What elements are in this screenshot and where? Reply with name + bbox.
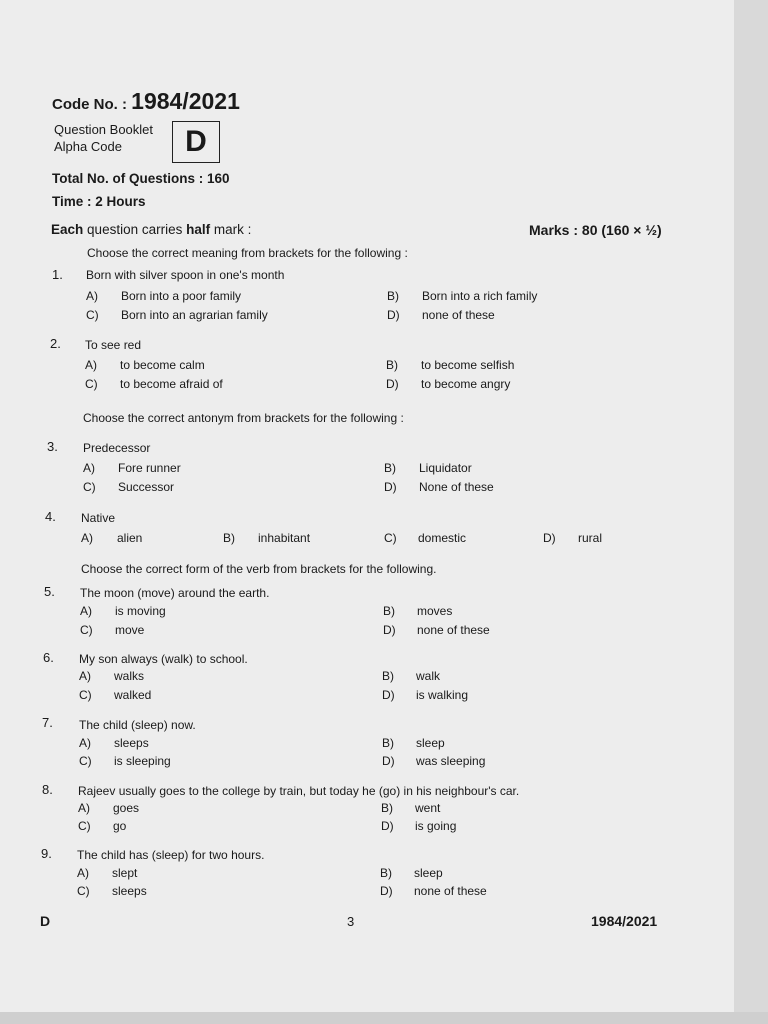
question-text: Rajeev usually goes to the college by train, but today he (go) in his neighbour's car. bbox=[78, 784, 520, 798]
option-label: D) bbox=[383, 623, 396, 637]
code-label: Code No. : bbox=[52, 96, 127, 113]
option-label: B) bbox=[381, 801, 393, 815]
option-label: B) bbox=[223, 531, 235, 545]
option-label: B) bbox=[383, 604, 395, 618]
question-text: Native bbox=[81, 511, 116, 525]
option-text: walked bbox=[114, 688, 152, 702]
question-number: 4. bbox=[45, 509, 56, 524]
booklet-line2: Alpha Code bbox=[54, 139, 122, 154]
option-text: sleeps bbox=[112, 884, 147, 898]
option-text: rural bbox=[578, 531, 603, 545]
option-label: B) bbox=[382, 736, 394, 750]
option-label: B) bbox=[380, 866, 392, 880]
option-label: A) bbox=[86, 289, 98, 303]
instruction-meaning: Choose the correct meaning from brackets for the following : bbox=[87, 246, 408, 260]
option-label: B) bbox=[382, 669, 394, 683]
option-text: None of these bbox=[419, 480, 494, 494]
option-text: was sleeping bbox=[416, 754, 486, 768]
option-label: C) bbox=[78, 819, 91, 833]
question-text: Born with silver spoon in one's month bbox=[86, 268, 285, 282]
option-label: D) bbox=[382, 688, 395, 702]
option-text: slept bbox=[112, 866, 138, 880]
option-text: go bbox=[113, 819, 127, 833]
each-mid: question carries bbox=[87, 222, 183, 237]
option-text: goes bbox=[113, 801, 140, 815]
option-label: D) bbox=[380, 884, 393, 898]
option-text: Successor bbox=[118, 480, 175, 494]
each-suffix: mark : bbox=[213, 222, 252, 237]
option-text: Fore runner bbox=[118, 461, 181, 475]
option-text: is walking bbox=[416, 688, 469, 702]
question-text: The child (sleep) now. bbox=[79, 718, 196, 732]
option-text: Born into an agrarian family bbox=[121, 308, 268, 322]
option-label: C) bbox=[85, 377, 98, 391]
option-label: A) bbox=[85, 358, 97, 372]
option-text: Born into a rich family bbox=[422, 289, 538, 303]
option-label: B) bbox=[386, 358, 398, 372]
total-questions: Total No. of Questions : 160 bbox=[52, 171, 230, 186]
option-label: D) bbox=[382, 754, 395, 768]
option-text: to become selfish bbox=[421, 358, 515, 372]
option-text: to become angry bbox=[421, 377, 511, 391]
question-text: To see red bbox=[85, 338, 142, 352]
question-number: 3. bbox=[47, 439, 58, 454]
option-label: D) bbox=[381, 819, 394, 833]
footer-alpha-code: D bbox=[40, 913, 51, 929]
option-text: is sleeping bbox=[114, 754, 171, 768]
scan-edge-bottom bbox=[0, 1012, 768, 1024]
option-label: A) bbox=[79, 736, 91, 750]
option-label: A) bbox=[79, 669, 91, 683]
question-number: 9. bbox=[41, 846, 52, 861]
option-text: to become afraid of bbox=[120, 377, 223, 391]
option-text: none of these bbox=[422, 308, 495, 322]
alpha-code-box: D bbox=[172, 121, 220, 163]
instruction-antonym: Choose the correct antonym from brackets for the following : bbox=[83, 411, 404, 425]
question-number: 5. bbox=[44, 584, 55, 599]
page-number: 3 bbox=[347, 914, 355, 929]
option-text: moves bbox=[417, 604, 453, 618]
question-number: 2. bbox=[50, 336, 61, 351]
option-label: C) bbox=[80, 623, 93, 637]
option-label: A) bbox=[78, 801, 90, 815]
option-text: sleep bbox=[416, 736, 445, 750]
instruction-verb-form: Choose the correct form of the verb from brackets for the following. bbox=[81, 562, 437, 576]
time-allowed: Time : 2 Hours bbox=[52, 194, 146, 209]
question-booklet-label bbox=[54, 121, 174, 155]
question-number: 7. bbox=[42, 715, 53, 730]
option-text: Born into a poor family bbox=[121, 289, 242, 303]
option-label: D) bbox=[387, 308, 400, 322]
option-label: D) bbox=[384, 480, 397, 494]
each-half: half bbox=[186, 222, 211, 237]
option-label: A) bbox=[83, 461, 95, 475]
question-text: The moon (move) around the earth. bbox=[80, 586, 270, 600]
option-text: alien bbox=[117, 531, 143, 545]
question-number: 1. bbox=[52, 267, 63, 282]
option-text: inhabitant bbox=[258, 531, 311, 545]
scan-edge-right bbox=[734, 0, 768, 1024]
question-number: 6. bbox=[43, 650, 54, 665]
option-text: none of these bbox=[417, 623, 490, 637]
question-text: Predecessor bbox=[83, 441, 151, 455]
question-text: The child has (sleep) for two hours. bbox=[77, 848, 265, 862]
booklet-line1: Question Booklet bbox=[54, 122, 154, 137]
marks-instruction bbox=[51, 222, 251, 237]
question-number: 8. bbox=[42, 782, 53, 797]
option-text: walk bbox=[416, 669, 441, 683]
option-label: C) bbox=[86, 308, 99, 322]
option-text: Liquidator bbox=[419, 461, 472, 475]
option-text: sleeps bbox=[114, 736, 149, 750]
footer-code-number: 1984/2021 bbox=[591, 913, 658, 929]
option-label: A) bbox=[77, 866, 89, 880]
option-label: B) bbox=[384, 461, 396, 475]
option-text: move bbox=[115, 623, 145, 637]
option-label: A) bbox=[81, 531, 93, 545]
code-number-line bbox=[52, 88, 240, 115]
each-word: Each bbox=[51, 222, 84, 237]
option-text: is moving bbox=[115, 604, 166, 618]
option-label: A) bbox=[80, 604, 92, 618]
option-label: D) bbox=[543, 531, 556, 545]
option-label: C) bbox=[384, 531, 397, 545]
option-label: C) bbox=[83, 480, 96, 494]
option-label: C) bbox=[79, 754, 92, 768]
option-label: C) bbox=[77, 884, 90, 898]
option-text: domestic bbox=[418, 531, 467, 545]
option-label: C) bbox=[79, 688, 92, 702]
option-text: walks bbox=[114, 669, 145, 683]
total-marks: Marks : 80 (160 × ½) bbox=[529, 222, 662, 238]
question-text: My son always (walk) to school. bbox=[79, 652, 248, 666]
option-label: B) bbox=[387, 289, 399, 303]
option-text: went bbox=[415, 801, 441, 815]
option-text: is going bbox=[415, 819, 457, 833]
code-number: 1984/2021 bbox=[131, 88, 240, 114]
option-text: none of these bbox=[414, 884, 487, 898]
option-label: D) bbox=[386, 377, 399, 391]
option-text: sleep bbox=[414, 866, 443, 880]
option-text: to become calm bbox=[120, 358, 205, 372]
